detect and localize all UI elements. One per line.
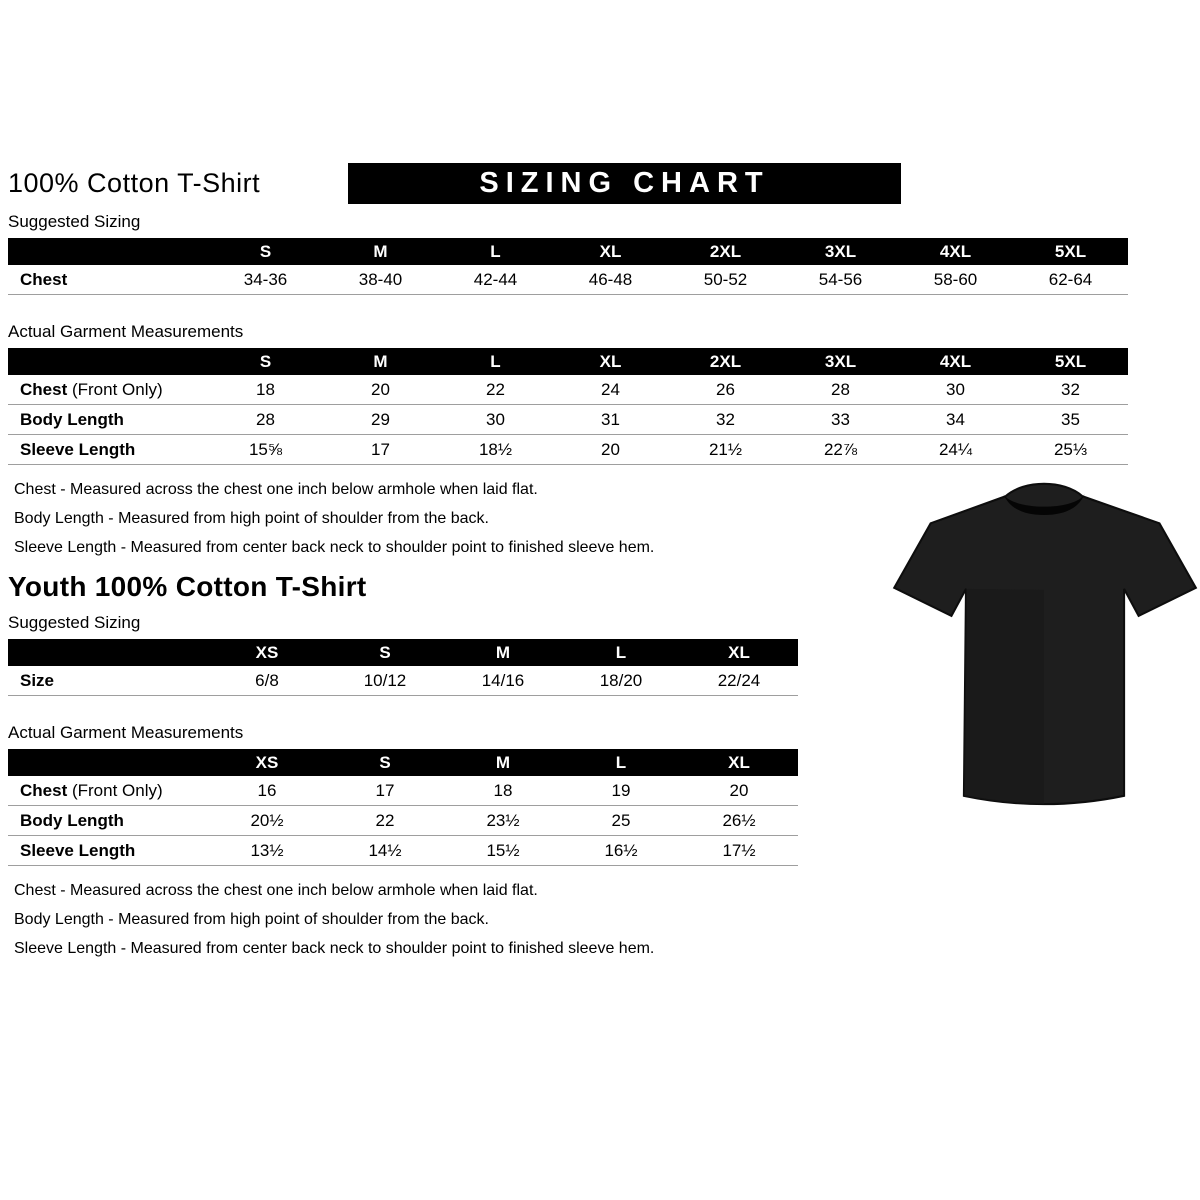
table-row bbox=[8, 836, 798, 866]
youth-title: Youth 100% Cotton T-Shirt bbox=[8, 571, 367, 602]
cell: 18 bbox=[444, 776, 562, 806]
header-corner bbox=[8, 348, 208, 375]
column-header-s: S bbox=[326, 639, 444, 666]
cell: 21½ bbox=[668, 435, 783, 465]
cell: 50-52 bbox=[668, 265, 783, 295]
cell: 22 bbox=[438, 375, 553, 405]
youth-suggested-label: Suggested Sizing bbox=[8, 613, 141, 632]
column-header-2xl: 2XL bbox=[668, 348, 783, 375]
tshirt-product-image bbox=[888, 470, 1200, 820]
column-header-s: S bbox=[326, 749, 444, 776]
cell: 62-64 bbox=[1013, 265, 1128, 295]
sizing-chart-banner bbox=[348, 163, 901, 204]
column-header-2xl: 2XL bbox=[668, 238, 783, 265]
row-label: Size bbox=[8, 666, 208, 696]
cell: 26 bbox=[668, 375, 783, 405]
header-corner bbox=[8, 639, 208, 666]
cell: 20 bbox=[323, 375, 438, 405]
cell: 34-36 bbox=[208, 265, 323, 295]
column-header-3xl: 3XL bbox=[783, 238, 898, 265]
cell: 30 bbox=[898, 375, 1013, 405]
table-row bbox=[8, 435, 1128, 465]
row-label: Chest (Front Only) bbox=[8, 375, 208, 405]
column-header-xl: XL bbox=[553, 348, 668, 375]
row-label: Sleeve Length bbox=[8, 435, 208, 465]
column-header-m: M bbox=[444, 749, 562, 776]
table-row bbox=[8, 666, 798, 696]
cell: 20 bbox=[680, 776, 798, 806]
cell: 31 bbox=[553, 405, 668, 435]
header-row bbox=[8, 163, 1200, 204]
column-header-m: M bbox=[323, 348, 438, 375]
cell: 14/16 bbox=[444, 666, 562, 696]
column-header-xs: XS bbox=[208, 639, 326, 666]
cell: 19 bbox=[562, 776, 680, 806]
cell: 32 bbox=[1013, 375, 1128, 405]
cell: 16½ bbox=[562, 836, 680, 866]
table-row bbox=[8, 806, 798, 836]
adult-suggested-table bbox=[8, 238, 1128, 295]
column-header-l: L bbox=[562, 749, 680, 776]
cell: 15½ bbox=[444, 836, 562, 866]
cell: 32 bbox=[668, 405, 783, 435]
table-row bbox=[8, 405, 1128, 435]
page-title: 100% Cotton T-Shirt bbox=[8, 168, 261, 198]
column-header-l: L bbox=[438, 238, 553, 265]
youth-suggested-table bbox=[8, 639, 798, 696]
cell: 22⅞ bbox=[783, 435, 898, 465]
column-header-xl: XL bbox=[680, 639, 798, 666]
cell: 14½ bbox=[326, 836, 444, 866]
column-header-3xl: 3XL bbox=[783, 348, 898, 375]
header-corner bbox=[8, 238, 208, 265]
note-body-length: Body Length - Measured from high point of shoulder from the back. bbox=[14, 911, 489, 928]
row-label: Chest (Front Only) bbox=[8, 776, 208, 806]
column-header-l: L bbox=[562, 639, 680, 666]
cell: 18 bbox=[208, 375, 323, 405]
note-body-length: Body Length - Measured from high point of shoulder from the back. bbox=[14, 510, 489, 527]
cell: 35 bbox=[1013, 405, 1128, 435]
table-row bbox=[8, 776, 798, 806]
header-corner bbox=[8, 749, 208, 776]
cell: 24 bbox=[553, 375, 668, 405]
column-header-m: M bbox=[444, 639, 562, 666]
adult-actual-label: Actual Garment Measurements bbox=[8, 322, 244, 341]
cell: 13½ bbox=[208, 836, 326, 866]
header-row bbox=[8, 749, 798, 776]
cell: 24¼ bbox=[898, 435, 1013, 465]
cell: 23½ bbox=[444, 806, 562, 836]
header-row bbox=[8, 238, 1128, 265]
cell: 16 bbox=[208, 776, 326, 806]
table-row bbox=[8, 375, 1128, 405]
row-label: Chest bbox=[8, 265, 208, 295]
column-header-s: S bbox=[208, 238, 323, 265]
cell: 28 bbox=[783, 375, 898, 405]
cell: 22/24 bbox=[680, 666, 798, 696]
cell: 34 bbox=[898, 405, 1013, 435]
cell: 18½ bbox=[438, 435, 553, 465]
cell: 18/20 bbox=[562, 666, 680, 696]
tshirt-silhouette bbox=[888, 470, 1200, 820]
note-sleeve-length: Sleeve Length - Measured from center back neck to shoulder point to finished sleeve hem. bbox=[14, 940, 655, 957]
cell: 30 bbox=[438, 405, 553, 435]
youth-actual-table bbox=[8, 749, 798, 866]
table-row bbox=[8, 265, 1128, 295]
note-sleeve-length: Sleeve Length - Measured from center back neck to shoulder point to finished sleeve hem. bbox=[14, 539, 655, 556]
column-header-m: M bbox=[323, 238, 438, 265]
column-header-4xl: 4XL bbox=[898, 348, 1013, 375]
cell: 58-60 bbox=[898, 265, 1013, 295]
cell: 38-40 bbox=[323, 265, 438, 295]
cell: 17½ bbox=[680, 836, 798, 866]
cell: 6/8 bbox=[208, 666, 326, 696]
adult-suggested-label: Suggested Sizing bbox=[8, 212, 141, 231]
cell: 20 bbox=[553, 435, 668, 465]
column-header-4xl: 4XL bbox=[898, 238, 1013, 265]
cell: 29 bbox=[323, 405, 438, 435]
cell: 33 bbox=[783, 405, 898, 435]
cell: 28 bbox=[208, 405, 323, 435]
cell: 46-48 bbox=[553, 265, 668, 295]
row-label: Sleeve Length bbox=[8, 836, 208, 866]
youth-actual-label: Actual Garment Measurements bbox=[8, 723, 244, 742]
column-header-5xl: 5XL bbox=[1013, 348, 1128, 375]
cell: 42-44 bbox=[438, 265, 553, 295]
cell: 17 bbox=[326, 776, 444, 806]
row-label: Body Length bbox=[8, 806, 208, 836]
note-chest: Chest - Measured across the chest one inch below armhole when laid flat. bbox=[14, 882, 538, 899]
column-header-s: S bbox=[208, 348, 323, 375]
cell: 22 bbox=[326, 806, 444, 836]
header-row bbox=[8, 348, 1128, 375]
column-header-xl: XL bbox=[680, 749, 798, 776]
youth-notes bbox=[14, 882, 1200, 958]
adult-actual-table bbox=[8, 348, 1128, 465]
column-header-xs: XS bbox=[208, 749, 326, 776]
cell: 15⅝ bbox=[208, 435, 323, 465]
cell: 25 bbox=[562, 806, 680, 836]
row-label: Body Length bbox=[8, 405, 208, 435]
column-header-5xl: 5XL bbox=[1013, 238, 1128, 265]
column-header-xl: XL bbox=[553, 238, 668, 265]
cell: 25⅓ bbox=[1013, 435, 1128, 465]
note-chest: Chest - Measured across the chest one inch below armhole when laid flat. bbox=[14, 481, 538, 498]
banner-text: SIZING CHART bbox=[479, 167, 770, 199]
cell: 20½ bbox=[208, 806, 326, 836]
cell: 26½ bbox=[680, 806, 798, 836]
header-row bbox=[8, 639, 798, 666]
cell: 10/12 bbox=[326, 666, 444, 696]
column-header-l: L bbox=[438, 348, 553, 375]
cell: 17 bbox=[323, 435, 438, 465]
cell: 54-56 bbox=[783, 265, 898, 295]
